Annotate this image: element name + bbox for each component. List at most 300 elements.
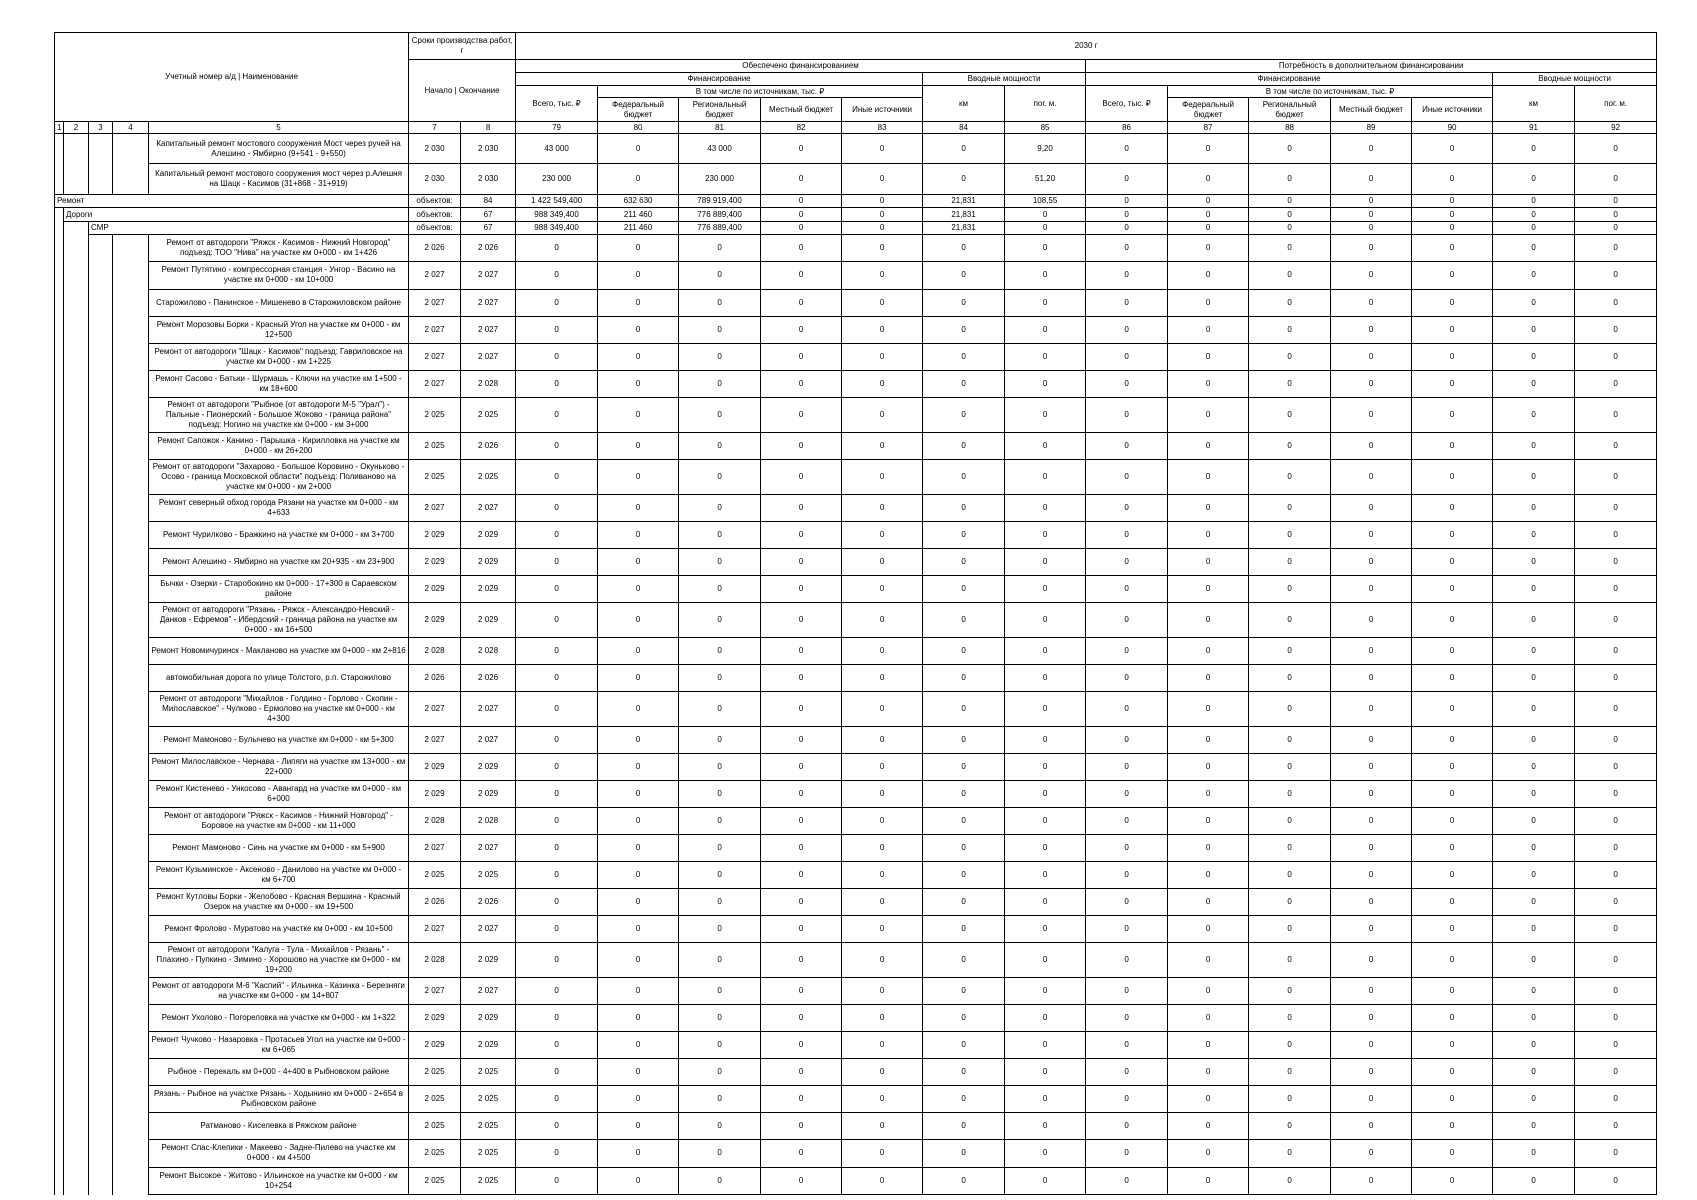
row-value: 0 (761, 459, 842, 494)
row-start: 2 027 (409, 262, 461, 289)
row-value: 0 (1249, 726, 1331, 753)
row-value: 0 (1249, 1059, 1331, 1086)
row-value: 0 (761, 807, 842, 834)
row-value: 0 (923, 316, 1005, 343)
row-value: 0 (923, 1059, 1005, 1086)
row-value: 0 (1412, 835, 1493, 862)
row-value: 0 (1331, 316, 1412, 343)
row-value: 0 (1086, 835, 1168, 862)
indent-cell (55, 916, 64, 943)
row-value: 0 (1493, 753, 1575, 780)
row-value: 0 (1412, 432, 1493, 459)
row-end: 2 028 (461, 807, 516, 834)
row-value: 0 (1493, 316, 1575, 343)
row-value: 0 (1249, 494, 1331, 521)
row-value: 0 (679, 916, 761, 943)
row-value: 0 (842, 916, 923, 943)
indent-cell (113, 862, 149, 889)
row-start: 2 025 (409, 1167, 461, 1195)
table-row (55, 575, 1657, 602)
indent-cell (113, 1167, 149, 1195)
table-row (55, 235, 1657, 262)
indent-cell (55, 862, 64, 889)
row-value: 0 (1086, 262, 1168, 289)
row-value: 0 (1331, 637, 1412, 664)
row-value: 0 (1086, 637, 1168, 664)
header-pog-m: пог. м. (1575, 86, 1657, 122)
indent-cell (89, 432, 113, 459)
table-row (55, 1113, 1657, 1140)
table-row (55, 637, 1657, 664)
row-value: 0 (761, 753, 842, 780)
row-value: 0 (923, 664, 1005, 691)
row-value: 0 (1086, 521, 1168, 548)
row-value: 0 (1249, 807, 1331, 834)
row-value: 0 (1005, 459, 1086, 494)
indent-cell (55, 432, 64, 459)
row-value: 0 (761, 691, 842, 726)
row-start: 2 027 (409, 316, 461, 343)
row-end: 2 025 (461, 1059, 516, 1086)
row-value: 0 (923, 494, 1005, 521)
column-number: 5 (149, 122, 409, 134)
row-value: 0 (516, 316, 598, 343)
row-value: 0 (842, 835, 923, 862)
row-value: 0 (1005, 316, 1086, 343)
row-value: 0 (1575, 262, 1657, 289)
row-value: 0 (1575, 862, 1657, 889)
row-value: 0 (1005, 835, 1086, 862)
indent-cell (89, 691, 113, 726)
row-value: 0 (1331, 459, 1412, 494)
row-value: 0 (516, 1113, 598, 1140)
summary-value: 776 889,400 (679, 221, 761, 235)
row-value: 0 (842, 235, 923, 262)
row-value: 0 (1575, 1113, 1657, 1140)
summary-value: 0 (1493, 221, 1575, 235)
summary-count-label: объектов: (409, 221, 461, 235)
row-value: 0 (1412, 1086, 1493, 1113)
row-value: 0 (1005, 1167, 1086, 1195)
row-value: 0 (923, 397, 1005, 432)
row-value: 0 (1493, 235, 1575, 262)
column-number: 3 (89, 122, 113, 134)
indent-cell (55, 370, 64, 397)
row-start: 2 026 (409, 664, 461, 691)
row-value: 0 (761, 1167, 842, 1195)
row-value: 0 (1331, 691, 1412, 726)
row-value: 0 (1249, 1086, 1331, 1113)
row-value: 0 (1575, 397, 1657, 432)
row-value: 0 (842, 637, 923, 664)
indent-cell (55, 726, 64, 753)
row-value: 0 (842, 807, 923, 834)
row-value: 0 (1249, 835, 1331, 862)
row-name: Ремонт Высокое - Житово - Ильинское на участке км 0+000 - км 10+254 (149, 1167, 409, 1195)
row-value: 0 (923, 916, 1005, 943)
header-local: Местный бюджет (761, 98, 842, 122)
row-value: 0 (1412, 289, 1493, 316)
header-capacity-needed: Вводные мощности (1493, 73, 1657, 86)
row-value: 0 (1005, 691, 1086, 726)
header-pog-m: пог. м. (1005, 86, 1086, 122)
row-value: 0 (923, 1113, 1005, 1140)
row-value: 0 (1412, 691, 1493, 726)
row-start: 2 028 (409, 807, 461, 834)
row-value: 0 (1086, 602, 1168, 637)
summary-value: 0 (1412, 194, 1493, 208)
row-value: 9,20 (1005, 134, 1086, 164)
indent-cell (64, 1140, 89, 1167)
row-value: 0 (1575, 1059, 1657, 1086)
row-start: 2 027 (409, 691, 461, 726)
column-number: 84 (923, 122, 1005, 134)
row-value: 0 (516, 726, 598, 753)
header-secured: Обеспечено финансированием (516, 60, 1086, 73)
row-value: 0 (1575, 637, 1657, 664)
row-value: 230 000 (516, 164, 598, 194)
row-value: 0 (598, 521, 679, 548)
indent-cell (113, 575, 149, 602)
row-value: 0 (761, 548, 842, 575)
row-value: 0 (1249, 637, 1331, 664)
indent-cell (113, 1059, 149, 1086)
row-value: 0 (923, 753, 1005, 780)
row-value: 0 (1168, 916, 1249, 943)
row-value: 0 (679, 637, 761, 664)
row-value: 0 (1005, 548, 1086, 575)
column-number: 80 (598, 122, 679, 134)
indent-cell (89, 316, 113, 343)
indent-cell (64, 397, 89, 432)
row-name: Ремонт Морозовы Борки - Красный Угол на участке км 0+000 - км 12+500 (149, 316, 409, 343)
row-value: 0 (1168, 807, 1249, 834)
row-end: 2 027 (461, 289, 516, 316)
summary-value: 21,831 (923, 221, 1005, 235)
row-value: 0 (1249, 548, 1331, 575)
row-value: 0 (761, 1140, 842, 1167)
row-value: 0 (1412, 889, 1493, 916)
table-row (55, 397, 1657, 432)
row-value: 0 (1331, 1167, 1412, 1195)
table-row (55, 862, 1657, 889)
row-value: 0 (761, 1005, 842, 1032)
indent-cell (113, 943, 149, 978)
row-name: Капитальный ремонт мостового сооружения мост через р.Алешня на Шацк - Касимов (31+868 - 31+919) (149, 164, 409, 194)
indent-cell (55, 1059, 64, 1086)
row-name: Ремонт от автодороги "Михайлов - Голдино - Горлово - Скопин - Милославское" - Чулково - Ермолово на участке км 0+000 - км 4+300 (149, 691, 409, 726)
summary-value: 0 (1005, 221, 1086, 235)
row-value: 0 (1168, 1167, 1249, 1195)
indent-cell (64, 691, 89, 726)
row-value: 0 (516, 835, 598, 862)
row-value: 0 (516, 343, 598, 370)
row-end: 2 030 (461, 134, 516, 164)
row-value: 0 (1493, 397, 1575, 432)
row-start: 2 027 (409, 494, 461, 521)
row-end: 2 027 (461, 726, 516, 753)
row-value: 0 (1005, 1140, 1086, 1167)
row-value: 0 (598, 134, 679, 164)
row-value: 0 (842, 1140, 923, 1167)
row-value: 0 (1493, 916, 1575, 943)
row-value: 0 (1086, 316, 1168, 343)
header-km: км (923, 86, 1005, 122)
row-value: 0 (1575, 835, 1657, 862)
row-value: 0 (1249, 664, 1331, 691)
row-value: 0 (842, 343, 923, 370)
indent-cell (89, 1167, 113, 1195)
summary-value: 0 (1331, 221, 1412, 235)
row-value: 0 (1249, 164, 1331, 194)
row-start: 2 025 (409, 459, 461, 494)
row-value: 0 (1331, 262, 1412, 289)
indent-cell (55, 664, 64, 691)
row-end: 2 027 (461, 978, 516, 1005)
row-value: 0 (516, 916, 598, 943)
row-name: Ремонт Чучково - Назаровка - Протасьев Угол на участке км 0+000 - км 6+065 (149, 1032, 409, 1059)
row-value: 0 (1249, 521, 1331, 548)
indent-cell (89, 978, 113, 1005)
column-number: 4 (113, 122, 149, 134)
row-value: 0 (1005, 978, 1086, 1005)
indent-cell (55, 1167, 64, 1195)
indent-cell (64, 664, 89, 691)
row-value: 0 (1168, 575, 1249, 602)
row-start: 2 030 (409, 134, 461, 164)
table-row (55, 494, 1657, 521)
row-value: 0 (1168, 602, 1249, 637)
row-value: 0 (842, 494, 923, 521)
summary-value: 211 460 (598, 221, 679, 235)
row-value: 0 (1086, 548, 1168, 575)
row-value: 0 (598, 1113, 679, 1140)
row-value: 0 (1005, 726, 1086, 753)
row-value: 0 (679, 262, 761, 289)
row-value: 0 (1249, 943, 1331, 978)
row-value: 0 (1168, 494, 1249, 521)
row-value: 0 (1086, 1005, 1168, 1032)
table-row (55, 134, 1657, 164)
indent-cell (64, 1032, 89, 1059)
row-end: 2 027 (461, 835, 516, 862)
row-end: 2 029 (461, 548, 516, 575)
row-value: 0 (1168, 134, 1249, 164)
row-value: 0 (1331, 916, 1412, 943)
row-start: 2 025 (409, 397, 461, 432)
row-value: 0 (598, 835, 679, 862)
column-number: 89 (1331, 122, 1412, 134)
indent-cell (55, 208, 64, 222)
row-value: 0 (1005, 637, 1086, 664)
table-row (55, 807, 1657, 834)
row-name: Рязань - Рыбное на участке Рязань - Ходынино км 0+000 - 2+654 в Рыбновском районе (149, 1086, 409, 1113)
row-value: 0 (1086, 343, 1168, 370)
column-number: 82 (761, 122, 842, 134)
indent-cell (89, 637, 113, 664)
row-value: 0 (1249, 432, 1331, 459)
row-value: 0 (1168, 289, 1249, 316)
row-value: 0 (1168, 316, 1249, 343)
indent-cell (64, 1167, 89, 1195)
row-end: 2 025 (461, 1140, 516, 1167)
row-value: 0 (1331, 134, 1412, 164)
row-name: Ремонт Мамоново - Булычево на участке км 0+000 - км 5+300 (149, 726, 409, 753)
row-value: 0 (679, 602, 761, 637)
row-value: 0 (679, 889, 761, 916)
indent-cell (55, 889, 64, 916)
row-end: 2 025 (461, 1113, 516, 1140)
summary-value: 789 919,400 (679, 194, 761, 208)
row-value: 0 (679, 1086, 761, 1113)
row-value: 0 (1412, 521, 1493, 548)
row-value: 0 (842, 889, 923, 916)
row-value: 0 (1575, 1005, 1657, 1032)
row-value: 0 (598, 889, 679, 916)
row-value: 0 (1412, 664, 1493, 691)
row-value: 0 (1249, 916, 1331, 943)
column-number: 88 (1249, 122, 1331, 134)
row-value: 0 (1249, 889, 1331, 916)
indent-cell (55, 262, 64, 289)
row-value: 0 (1412, 602, 1493, 637)
row-value: 0 (842, 1005, 923, 1032)
summary-value: 632 630 (598, 194, 679, 208)
table-row (55, 164, 1657, 194)
row-end: 2 025 (461, 397, 516, 432)
row-value: 43 000 (679, 134, 761, 164)
indent-cell (64, 134, 89, 164)
row-value: 0 (923, 726, 1005, 753)
row-name: Ремонт от автодороги "Калуга - Тула - Михайлов - Рязань" - Плахино - Пупкино - Зимино - Хорошово на участке км 0+000 - км 19+200 (149, 943, 409, 978)
row-value: 0 (923, 432, 1005, 459)
row-value: 0 (1086, 1140, 1168, 1167)
row-value: 0 (1493, 1005, 1575, 1032)
row-name: Ремонт от автодороги "Ряжск - Касимов - Нижний Новгород" - Боровое на участке км 0+000 - км 11+000 (149, 807, 409, 834)
indent-cell (113, 432, 149, 459)
row-value: 0 (1168, 1113, 1249, 1140)
row-value: 0 (1249, 1140, 1331, 1167)
row-value: 0 (1249, 370, 1331, 397)
indent-cell (89, 370, 113, 397)
summary-value: 0 (842, 221, 923, 235)
row-value: 0 (1331, 548, 1412, 575)
row-value: 0 (1493, 637, 1575, 664)
row-end: 2 029 (461, 602, 516, 637)
indent-cell (64, 432, 89, 459)
indent-cell (64, 164, 89, 194)
table-row (55, 1059, 1657, 1086)
row-value: 0 (1168, 691, 1249, 726)
column-number: 7 (409, 122, 461, 134)
row-name: Ремонт от автодороги "Ряжск - Касимов - Нижний Новгород" подъезд: ТОО "Нива" на участке км 0+000 - км 1+426 (149, 235, 409, 262)
indent-cell (64, 978, 89, 1005)
table-row (55, 978, 1657, 1005)
row-value: 0 (1575, 316, 1657, 343)
row-value: 0 (598, 494, 679, 521)
row-value: 0 (761, 235, 842, 262)
indent-cell (89, 780, 113, 807)
row-value: 0 (516, 637, 598, 664)
row-value: 0 (598, 262, 679, 289)
indent-cell (55, 1113, 64, 1140)
row-name: Старожилово - Панинское - Мишенево в Старожиловском районе (149, 289, 409, 316)
column-number: 87 (1168, 122, 1249, 134)
indent-cell (89, 664, 113, 691)
row-end: 2 029 (461, 521, 516, 548)
row-value: 0 (842, 726, 923, 753)
row-value: 0 (1086, 726, 1168, 753)
row-value: 0 (761, 1032, 842, 1059)
row-value: 0 (1493, 1032, 1575, 1059)
row-value: 0 (1575, 235, 1657, 262)
row-name: Ремонт Сапожок - Канино - Парышка - Кирилловка на участке км 0+000 - км 26+200 (149, 432, 409, 459)
row-value: 0 (1168, 235, 1249, 262)
row-value: 0 (679, 370, 761, 397)
indent-cell (55, 1140, 64, 1167)
row-name: Ремонт Путятино - компрессорная станция - Унгор - Васино на участке км 0+000 - км 10+000 (149, 262, 409, 289)
row-value: 0 (516, 289, 598, 316)
indent-cell (89, 459, 113, 494)
row-name: Ремонт от автодороги "Рязань - Ряжск - Александро-Невский - Данков - Ефремов" - Ибердский - граница района на участке км 0+000 - км 16+500 (149, 602, 409, 637)
header-incl-sources: В том числе по источникам, тыс. ₽ (1168, 86, 1493, 98)
indent-cell (89, 835, 113, 862)
row-value: 0 (1493, 289, 1575, 316)
summary-value: 0 (761, 208, 842, 222)
summary-value: 0 (1575, 221, 1657, 235)
row-value: 0 (1331, 521, 1412, 548)
row-value: 0 (1168, 164, 1249, 194)
table-row (55, 262, 1657, 289)
row-value: 0 (761, 889, 842, 916)
row-value: 0 (1412, 807, 1493, 834)
row-start: 2 027 (409, 835, 461, 862)
indent-cell (89, 862, 113, 889)
row-name: автомобильная дорога по улице Толстого, р.п. Старожилово (149, 664, 409, 691)
row-value: 0 (1086, 753, 1168, 780)
row-value: 0 (1575, 459, 1657, 494)
row-end: 2 027 (461, 916, 516, 943)
indent-cell (55, 1032, 64, 1059)
row-value: 0 (1575, 548, 1657, 575)
indent-cell (113, 316, 149, 343)
indent-cell (89, 494, 113, 521)
row-value: 0 (1168, 343, 1249, 370)
summary-value: 0 (1086, 221, 1168, 235)
row-value: 0 (1086, 164, 1168, 194)
indent-cell (64, 807, 89, 834)
row-value: 0 (842, 548, 923, 575)
row-value: 0 (1005, 494, 1086, 521)
row-value: 0 (842, 1167, 923, 1195)
row-value: 0 (516, 1059, 598, 1086)
row-value: 0 (1412, 978, 1493, 1005)
row-value: 0 (761, 494, 842, 521)
row-value: 0 (1575, 521, 1657, 548)
row-value: 0 (679, 459, 761, 494)
row-value: 0 (923, 691, 1005, 726)
row-start: 2 027 (409, 343, 461, 370)
indent-cell (55, 134, 64, 164)
row-end: 2 027 (461, 494, 516, 521)
row-start: 2 027 (409, 726, 461, 753)
row-value: 0 (923, 602, 1005, 637)
row-value: 0 (1168, 1059, 1249, 1086)
row-value: 0 (1168, 835, 1249, 862)
row-value: 0 (516, 575, 598, 602)
header-other: Иные источники (1412, 98, 1493, 122)
row-value: 0 (761, 1059, 842, 1086)
